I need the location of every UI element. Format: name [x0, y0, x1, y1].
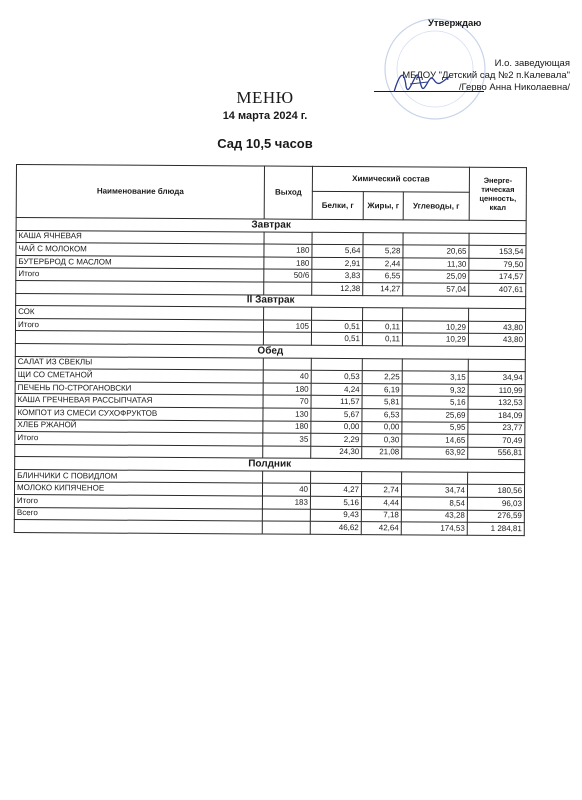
cell-yield: 180 — [264, 257, 312, 270]
cell-protein: 4,27 — [310, 484, 361, 497]
cell-protein: 5,64 — [312, 244, 363, 257]
header-protein: Белки, г — [312, 192, 363, 220]
cell-protein: 0,51 — [311, 333, 362, 346]
cell-carbs: 57,04 — [403, 283, 469, 296]
menu-date: 14 марта 2024 г. — [222, 110, 308, 122]
cell-carbs: 5,95 — [402, 421, 468, 434]
cell-yield — [263, 471, 311, 484]
cell-protein: 0,51 — [311, 320, 362, 333]
cell-yield — [264, 307, 312, 320]
cell-name: БЛИНЧИКИ С ПОВИДЛОМ — [15, 469, 263, 483]
cell-energy: 174,57 — [469, 271, 526, 284]
cell-protein — [311, 358, 362, 371]
cell-carbs — [403, 308, 469, 321]
cell-protein: 46,62 — [310, 522, 361, 535]
approval-organization: МБДОУ "Детский сад №2 п.Калевала" — [402, 70, 570, 81]
cell-fat: 2,25 — [362, 371, 402, 384]
cell-fat: 7,18 — [361, 509, 401, 522]
cell-protein: 3,83 — [312, 270, 363, 283]
cell-energy: 180,56 — [467, 485, 524, 498]
cell-name: КАША ЯЧНЕВАЯ — [16, 230, 264, 244]
cell-energy: 96,03 — [467, 497, 524, 510]
cell-yield: 183 — [262, 496, 310, 509]
cell-yield: 180 — [264, 244, 312, 257]
cell-protein: 2,29 — [311, 433, 362, 446]
approval-name: /Герво Анна Николаевна/ — [458, 82, 570, 93]
cell-carbs: 14,65 — [402, 434, 468, 447]
menu-body — [14, 218, 526, 536]
cell-name: Итого — [14, 495, 262, 509]
cell-yield: 40 — [263, 370, 311, 383]
cell-fat: 42,64 — [361, 522, 401, 535]
cell-protein: 9,43 — [310, 509, 361, 522]
cell-energy: 276,59 — [467, 510, 524, 523]
cell-carbs: 43,28 — [401, 510, 467, 523]
cell-energy: 34,94 — [468, 371, 525, 384]
cell-energy: 43,80 — [468, 334, 525, 347]
section-title: II Завтрак — [16, 293, 526, 309]
cell-yield — [263, 332, 311, 345]
cell-protein: 4,24 — [311, 383, 362, 396]
cell-energy — [468, 472, 525, 485]
cell-yield — [262, 509, 310, 522]
cell-fat: 0,30 — [362, 434, 402, 447]
cell-name: МОЛОКО КИПЯЧЕНОЕ — [14, 482, 262, 496]
cell-energy: 153,54 — [469, 245, 526, 258]
approval-position: И.о. заведующая — [494, 58, 570, 69]
cell-protein — [311, 471, 362, 484]
cell-fat: 0,11 — [362, 333, 402, 346]
cell-carbs — [402, 472, 468, 485]
cell-yield: 35 — [263, 433, 311, 446]
document-title: МЕНЮ — [236, 88, 294, 107]
cell-fat: 5,81 — [362, 396, 402, 409]
cell-name: ПЕЧЕНЬ ПО-СТРОГАНОВСКИ — [15, 381, 263, 395]
cell-protein: 11,57 — [311, 396, 362, 409]
cell-fat — [363, 232, 403, 245]
approval-heading: Утверждаю — [428, 18, 482, 29]
cell-fat: 2,74 — [361, 484, 401, 497]
cell-carbs: 5,16 — [402, 396, 468, 409]
header-yield: Выход — [264, 166, 312, 219]
cell-protein: 5,16 — [310, 496, 361, 509]
header-carbs: Углеводы, г — [403, 192, 469, 220]
section-title: Полдник — [15, 457, 525, 473]
cell-carbs: 9,32 — [402, 384, 468, 397]
cell-name: Итого — [16, 268, 264, 282]
cell-fat: 4,44 — [361, 497, 401, 510]
table-row — [14, 520, 524, 536]
cell-fat — [362, 471, 402, 484]
cell-yield: 105 — [263, 320, 311, 333]
cell-yield: 180 — [263, 421, 311, 434]
cell-energy — [469, 308, 526, 321]
cell-name: ЧАЙ С МОЛОКОМ — [16, 243, 264, 257]
cell-fat: 6,19 — [362, 383, 402, 396]
cell-yield — [264, 232, 312, 245]
section-title: Обед — [15, 343, 525, 359]
header-chemical-composition: Химический состав — [312, 166, 469, 192]
cell-energy: 43,80 — [468, 321, 525, 334]
cell-carbs: 20,65 — [403, 245, 469, 258]
cell-fat: 0,00 — [362, 421, 402, 434]
cell-energy: 1 284,81 — [467, 523, 524, 536]
cell-carbs — [402, 358, 468, 371]
cell-carbs: 10,29 — [402, 333, 468, 346]
cell-fat — [362, 358, 402, 371]
cell-name: БУТЕРБРОД С МАСЛОМ — [16, 255, 264, 269]
cell-name: САЛАТ ИЗ СВЕКЛЫ — [15, 356, 263, 370]
cell-fat: 21,08 — [362, 446, 402, 459]
cell-protein — [312, 232, 363, 245]
cell-carbs: 25,09 — [403, 270, 469, 283]
cell-fat — [363, 308, 403, 321]
cell-energy: 556,81 — [468, 447, 525, 460]
cell-energy: 110,99 — [468, 384, 525, 397]
section-title: Завтрак — [16, 218, 526, 234]
cell-protein: 12,38 — [312, 282, 363, 295]
cell-name: ЩИ СО СМЕТАНОЙ — [15, 369, 263, 383]
header-energy: Энерге-тическая ценность, ккал — [469, 167, 526, 220]
cell-yield — [263, 358, 311, 371]
group-name: Сад 10,5 часов — [217, 136, 313, 151]
cell-carbs: 25,69 — [402, 409, 468, 422]
cell-fat: 0,11 — [362, 320, 402, 333]
cell-energy — [468, 359, 525, 372]
cell-carbs: 8,54 — [401, 497, 467, 510]
menu-table — [14, 164, 527, 536]
cell-name: СОК — [16, 306, 264, 320]
cell-name: Итого — [15, 318, 263, 332]
cell-yield: 40 — [262, 483, 310, 496]
cell-fat: 14,27 — [363, 283, 403, 296]
cell-carbs: 174,53 — [401, 522, 467, 535]
cell-yield: 130 — [263, 408, 311, 421]
header-dish: Наименование блюда — [16, 165, 264, 220]
cell-carbs: 3,15 — [402, 371, 468, 384]
cell-protein: 2,91 — [312, 257, 363, 270]
cell-name — [14, 520, 262, 534]
cell-carbs — [403, 232, 469, 245]
cell-energy: 132,53 — [468, 397, 525, 410]
cell-fat: 5,28 — [363, 245, 403, 258]
cell-fat: 6,53 — [362, 409, 402, 422]
cell-name: Всего — [14, 507, 262, 521]
cell-energy — [469, 233, 526, 246]
cell-yield — [262, 521, 310, 534]
cell-yield — [263, 446, 311, 459]
cell-yield: 50/6 — [264, 269, 312, 282]
cell-energy: 23,77 — [468, 422, 525, 435]
cell-name: КОМПОТ ИЗ СМЕСИ СУХОФРУКТОВ — [15, 406, 263, 420]
cell-yield — [264, 282, 312, 295]
cell-energy: 79,50 — [469, 258, 526, 271]
cell-carbs: 63,92 — [402, 447, 468, 460]
cell-fat: 2,44 — [363, 257, 403, 270]
cell-energy: 407,61 — [469, 283, 526, 296]
cell-yield: 180 — [263, 383, 311, 396]
cell-energy: 70,49 — [468, 434, 525, 447]
cell-carbs: 10,29 — [402, 321, 468, 334]
cell-protein: 0,00 — [311, 421, 362, 434]
cell-protein: 24,30 — [311, 446, 362, 459]
cell-yield: 70 — [263, 395, 311, 408]
cell-carbs: 11,30 — [403, 258, 469, 271]
header-fat: Жиры, г — [363, 192, 403, 220]
cell-name: Итого — [15, 432, 263, 446]
cell-protein: 5,67 — [311, 408, 362, 421]
cell-name: ХЛЕБ РЖАНОЙ — [15, 419, 263, 433]
cell-protein: 0,53 — [311, 370, 362, 383]
cell-carbs: 34,74 — [401, 484, 467, 497]
cell-fat: 6,55 — [363, 270, 403, 283]
cell-name: КАША ГРЕЧНЕВАЯ РАССЫПЧАТАЯ — [15, 394, 263, 408]
cell-protein — [312, 307, 363, 320]
cell-energy: 184,09 — [468, 409, 525, 422]
